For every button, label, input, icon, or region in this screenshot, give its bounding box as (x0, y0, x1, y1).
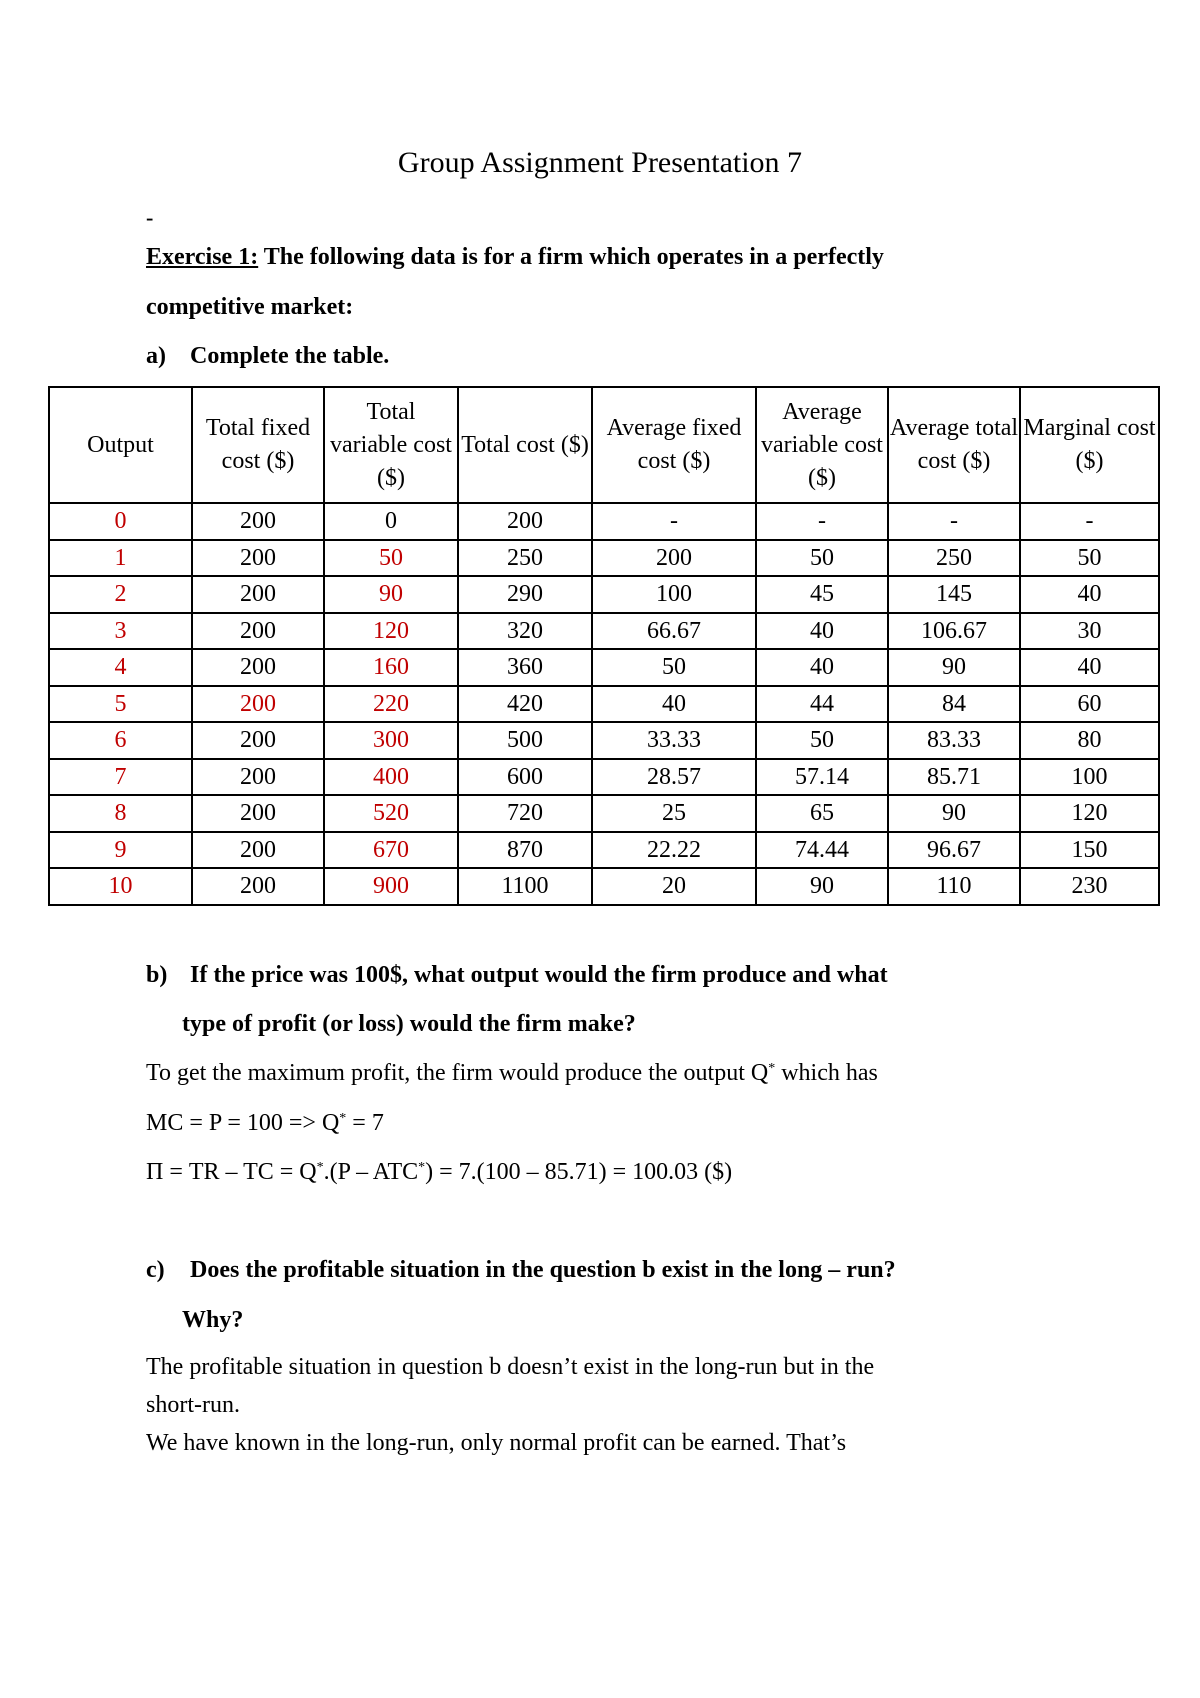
formula-part2: .(P – ATC (323, 1159, 419, 1185)
table-row (49, 503, 1159, 540)
answer-c-line2: short-run. (146, 1392, 240, 1418)
table-cell: 40 (592, 686, 756, 723)
column-header: Total variable cost ($) (324, 387, 458, 503)
answer-c-line1: The profitable situation in question b doesn’t exist in the long-run but in the (146, 1354, 875, 1380)
table-cell: 83.33 (888, 722, 1020, 759)
table-cell: 40 (1020, 649, 1159, 686)
table-row (49, 759, 1159, 796)
question-b-line2: type of profit (or loss) would the firm make? (182, 1011, 636, 1037)
exercise-text-line2: competitive market: (146, 294, 354, 320)
table-cell: 90 (888, 649, 1020, 686)
table-cell: 50 (592, 649, 756, 686)
table-cell: 40 (1020, 576, 1159, 613)
superscript-star: * (339, 1111, 347, 1126)
table-cell: 200 (192, 868, 324, 905)
answer-b-line2 (146, 1106, 384, 1140)
table-cell: 10 (49, 868, 192, 905)
table-cell: 200 (192, 759, 324, 796)
question-b (146, 958, 888, 992)
table-row (49, 868, 1159, 905)
superscript-star: * (418, 1160, 426, 1175)
answer-b-line1-end: which has (775, 1060, 878, 1086)
table-cell: 300 (324, 722, 458, 759)
table-cell: 720 (458, 795, 592, 832)
table-cell: 200 (192, 686, 324, 723)
table-row (49, 795, 1159, 832)
table-cell: 84 (888, 686, 1020, 723)
table-cell: 74.44 (756, 832, 888, 869)
table-cell: 150 (1020, 832, 1159, 869)
table-cell: 4 (49, 649, 192, 686)
answer-b-profit-formula (146, 1155, 732, 1189)
table-row (49, 540, 1159, 577)
table-cell: 96.67 (888, 832, 1020, 869)
superscript-star: * (316, 1160, 324, 1175)
column-header: Average variable cost ($) (756, 387, 888, 503)
table-cell: 30 (1020, 613, 1159, 650)
table-cell: 57.14 (756, 759, 888, 796)
column-header: Average total cost ($) (888, 387, 1020, 503)
table-cell: 600 (458, 759, 592, 796)
question-a-label: a) (146, 343, 166, 369)
table-cell: 200 (192, 576, 324, 613)
question-c-label: c) (146, 1257, 165, 1283)
table-cell: 670 (324, 832, 458, 869)
column-header: Average fixed cost ($) (592, 387, 756, 503)
separator-dash: - (146, 205, 154, 230)
table-cell: 1100 (458, 868, 592, 905)
table-cell: 50 (1020, 540, 1159, 577)
table-cell: 110 (888, 868, 1020, 905)
table-cell: 66.67 (592, 613, 756, 650)
answer-b-line2-end: = 7 (346, 1110, 384, 1136)
table-cell: 33.33 (592, 722, 756, 759)
table-cell: 90 (888, 795, 1020, 832)
table-cell: 50 (756, 722, 888, 759)
cost-table (48, 386, 1160, 906)
table-cell: 65 (756, 795, 888, 832)
table-cell: 7 (49, 759, 192, 796)
table-cell: 50 (756, 540, 888, 577)
exercise-label: Exercise 1: (146, 244, 259, 270)
table-cell: 60 (1020, 686, 1159, 723)
question-c-line2: Why? (182, 1307, 244, 1333)
superscript-star: * (768, 1061, 776, 1076)
table-cell: 100 (592, 576, 756, 613)
table-cell: 900 (324, 868, 458, 905)
table-cell: 200 (192, 649, 324, 686)
table-cell: 0 (49, 503, 192, 540)
table-cell: 420 (458, 686, 592, 723)
table-row (49, 722, 1159, 759)
question-c (146, 1253, 896, 1287)
table-cell: 2 (49, 576, 192, 613)
table-cell: 44 (756, 686, 888, 723)
table-cell: 80 (1020, 722, 1159, 759)
table-cell: 120 (324, 613, 458, 650)
table-cell: 40 (756, 649, 888, 686)
table-header-row (49, 387, 1159, 503)
table-cell: 360 (458, 649, 592, 686)
table-cell: 28.57 (592, 759, 756, 796)
exercise-heading (146, 240, 884, 274)
page-title: Group Assignment Presentation 7 (397, 146, 803, 179)
table-cell: 90 (756, 868, 888, 905)
exercise-text-line1: The following data is for a firm which operates in a perfectly (258, 244, 884, 270)
table-body (49, 503, 1159, 905)
table-row (49, 613, 1159, 650)
table-cell: 22.22 (592, 832, 756, 869)
table-cell: 45 (756, 576, 888, 613)
table-row (49, 649, 1159, 686)
table-cell: 1 (49, 540, 192, 577)
column-header: Marginal cost ($) (1020, 387, 1159, 503)
table-cell: 220 (324, 686, 458, 723)
answer-b-line1-text: To get the maximum profit, the firm would produce the output Q (146, 1060, 769, 1086)
table-row (49, 832, 1159, 869)
table-cell: 0 (324, 503, 458, 540)
table-cell: 320 (458, 613, 592, 650)
table-cell: 400 (324, 759, 458, 796)
table-cell: 200 (192, 503, 324, 540)
question-c-line1: Does the profitable situation in the question b exist in the long – run? (190, 1257, 896, 1283)
table-cell: 3 (49, 613, 192, 650)
answer-b-line1 (146, 1056, 878, 1090)
table-cell: 120 (1020, 795, 1159, 832)
table-cell: 250 (888, 540, 1020, 577)
table-cell: 106.67 (888, 613, 1020, 650)
table-cell: 520 (324, 795, 458, 832)
table-cell: 230 (1020, 868, 1159, 905)
table-cell: 250 (458, 540, 592, 577)
table-cell: 6 (49, 722, 192, 759)
table-cell: 200 (192, 722, 324, 759)
table-cell: 160 (324, 649, 458, 686)
table-cell: 500 (458, 722, 592, 759)
question-a (146, 339, 389, 373)
table-cell: 200 (192, 795, 324, 832)
column-header: Total cost ($) (458, 387, 592, 503)
question-b-line1: If the price was 100$, what output would the firm produce and what (190, 962, 888, 988)
table-cell: 9 (49, 832, 192, 869)
answer-b-line2-text: MC = P = 100 => Q (146, 1110, 340, 1136)
table-cell: - (592, 503, 756, 540)
table-cell: 200 (592, 540, 756, 577)
table-cell: 200 (192, 540, 324, 577)
table-cell: 145 (888, 576, 1020, 613)
question-a-text: Complete the table. (190, 343, 390, 369)
answer-c-line3: We have known in the long-run, only normal profit can be earned. That’s (146, 1430, 847, 1456)
table-cell: - (1020, 503, 1159, 540)
table-cell: - (888, 503, 1020, 540)
table-cell: 290 (458, 576, 592, 613)
table-cell: 90 (324, 576, 458, 613)
table-cell: 870 (458, 832, 592, 869)
table-cell: 200 (192, 613, 324, 650)
table-row (49, 576, 1159, 613)
table-cell: 20 (592, 868, 756, 905)
formula-part1: Π = TR – TC = Q (146, 1159, 317, 1185)
table-cell: 40 (756, 613, 888, 650)
table-cell: 100 (1020, 759, 1159, 796)
formula-part3: ) = 7.(100 – 85.71) = 100.03 ($) (425, 1159, 733, 1185)
table-cell: 25 (592, 795, 756, 832)
table-cell: - (756, 503, 888, 540)
question-b-label: b) (146, 962, 168, 988)
table-cell: 50 (324, 540, 458, 577)
column-header: Total fixed cost ($) (192, 387, 324, 503)
table-cell: 85.71 (888, 759, 1020, 796)
column-header: Output (49, 387, 192, 503)
table-row (49, 686, 1159, 723)
table-cell: 200 (192, 832, 324, 869)
table-cell: 200 (458, 503, 592, 540)
table-cell: 8 (49, 795, 192, 832)
table-cell: 5 (49, 686, 192, 723)
